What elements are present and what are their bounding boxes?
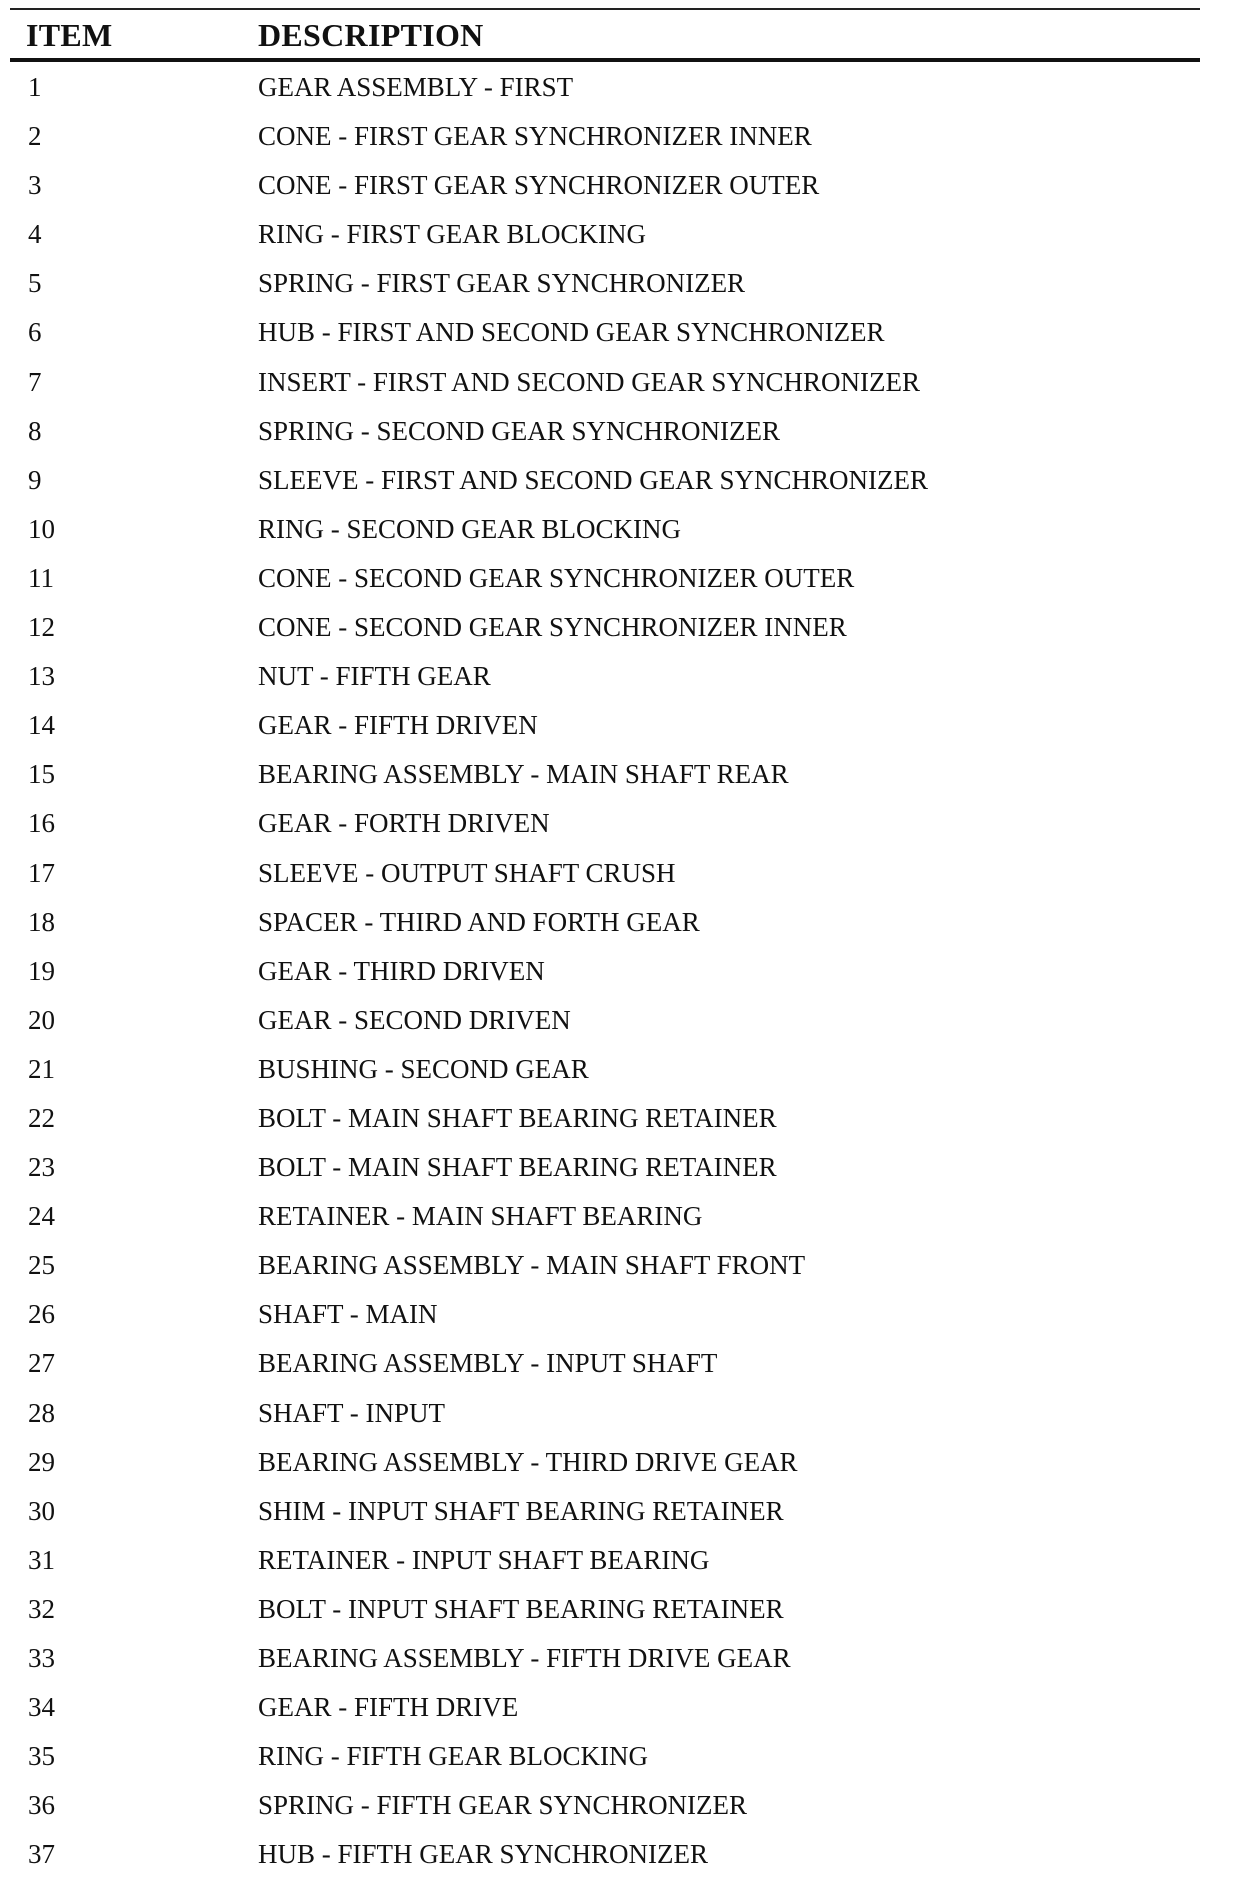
item-number: 10 (28, 513, 55, 544)
table-row (0, 259, 1248, 308)
table-row (0, 1830, 1248, 1879)
item-description: GEAR - THIRD DRIVEN (258, 955, 545, 986)
item-description: BEARING ASSEMBLY - MAIN SHAFT REAR (258, 759, 789, 790)
table-row (0, 1290, 1248, 1339)
table-row (0, 358, 1248, 407)
item-description: SPRING - FIFTH GEAR SYNCHRONIZER (258, 1790, 748, 1821)
table-row (0, 1487, 1248, 1536)
item-description: GEAR - FIFTH DRIVE (258, 1692, 519, 1723)
item-description: GEAR - FIFTH DRIVEN (258, 710, 538, 741)
item-description: HUB - FIRST AND SECOND GEAR SYNCHRONIZER (258, 317, 885, 348)
item-number: 32 (28, 1593, 55, 1624)
item-description: SPACER - THIRD AND FORTH GEAR (258, 906, 700, 937)
table-row (0, 456, 1248, 505)
table-row (0, 1389, 1248, 1438)
item-number: 9 (28, 464, 42, 495)
item-number: 22 (28, 1102, 55, 1133)
item-number: 7 (28, 366, 42, 397)
table-row (0, 1634, 1248, 1683)
table-row (0, 750, 1248, 799)
item-number: 29 (28, 1446, 55, 1477)
item-description: BEARING ASSEMBLY - MAIN SHAFT FRONT (258, 1250, 806, 1281)
item-number: 16 (28, 808, 55, 839)
item-number: 2 (28, 121, 42, 152)
table-row (0, 849, 1248, 898)
table-row (0, 554, 1248, 603)
item-description: RING - FIFTH GEAR BLOCKING (258, 1741, 648, 1772)
item-number: 27 (28, 1348, 55, 1379)
item-number: 30 (28, 1495, 55, 1526)
table-row (0, 1781, 1248, 1830)
header-rule (10, 58, 1200, 62)
item-description: RETAINER - MAIN SHAFT BEARING (258, 1201, 703, 1232)
item-number: 28 (28, 1397, 55, 1428)
table-row (0, 898, 1248, 947)
item-description: RING - FIRST GEAR BLOCKING (258, 219, 647, 250)
item-description: SPRING - FIRST GEAR SYNCHRONIZER (258, 268, 746, 299)
item-number: 1 (28, 72, 42, 102)
header-description: DESCRIPTION (258, 17, 484, 53)
item-description: SLEEVE - OUTPUT SHAFT CRUSH (258, 857, 676, 888)
item-number: 37 (28, 1839, 55, 1870)
item-number: 20 (28, 1004, 55, 1035)
item-description: GEAR - FORTH DRIVEN (258, 808, 550, 839)
item-description: SHIM - INPUT SHAFT BEARING RETAINER (258, 1495, 784, 1526)
item-number: 3 (28, 170, 42, 201)
item-number: 33 (28, 1643, 55, 1673)
table-row (0, 112, 1248, 161)
item-number: 4 (28, 219, 42, 250)
item-description: RETAINER - INPUT SHAFT BEARING (258, 1544, 710, 1575)
table-row (0, 1536, 1248, 1585)
table-row (0, 1683, 1248, 1732)
table-row (0, 947, 1248, 996)
header-item: ITEM (26, 17, 113, 53)
item-number: 14 (28, 710, 55, 741)
table-body (0, 63, 1248, 1879)
item-number: 8 (28, 415, 42, 446)
item-description: BEARING ASSEMBLY - FIFTH DRIVE GEAR (258, 1643, 791, 1673)
item-description: GEAR ASSEMBLY - FIRST (258, 72, 574, 102)
item-description: GEAR - SECOND DRIVEN (258, 1004, 571, 1035)
table-row (0, 1241, 1248, 1290)
item-description: NUT - FIFTH GEAR (258, 661, 491, 692)
item-description: HUB - FIFTH GEAR SYNCHRONIZER (258, 1839, 709, 1870)
item-number: 17 (28, 857, 55, 888)
table-row (0, 799, 1248, 848)
item-number: 19 (28, 955, 55, 986)
table-row (0, 1585, 1248, 1634)
item-number: 6 (28, 317, 42, 348)
item-number: 36 (28, 1790, 55, 1821)
table-row (0, 407, 1248, 456)
item-description: SHAFT - INPUT (258, 1397, 446, 1428)
item-number: 15 (28, 759, 55, 790)
item-number: 24 (28, 1201, 55, 1232)
table-row (0, 505, 1248, 554)
top-rule (10, 8, 1200, 10)
table-row (0, 1438, 1248, 1487)
item-description: CONE - SECOND GEAR SYNCHRONIZER OUTER (258, 562, 855, 593)
item-number: 13 (28, 661, 55, 692)
table-row (0, 161, 1248, 210)
item-description: RING - SECOND GEAR BLOCKING (258, 513, 681, 544)
item-description: SPRING - SECOND GEAR SYNCHRONIZER (258, 415, 781, 446)
item-number: 21 (28, 1053, 55, 1084)
item-description: INSERT - FIRST AND SECOND GEAR SYNCHRONIZER (258, 366, 920, 397)
table-row (0, 1045, 1248, 1094)
table-row (0, 1143, 1248, 1192)
item-description: BOLT - INPUT SHAFT BEARING RETAINER (258, 1593, 784, 1624)
item-number: 34 (28, 1692, 55, 1723)
table-row (0, 1339, 1248, 1388)
item-description: CONE - SECOND GEAR SYNCHRONIZER INNER (258, 612, 847, 643)
table-row (0, 603, 1248, 652)
item-number: 12 (28, 612, 55, 643)
item-number: 11 (28, 562, 54, 593)
item-description: SLEEVE - FIRST AND SECOND GEAR SYNCHRONIZER (258, 464, 929, 495)
table-row (0, 1094, 1248, 1143)
table-row (0, 63, 1248, 112)
item-description: BOLT - MAIN SHAFT BEARING RETAINER (258, 1102, 777, 1133)
item-number: 5 (28, 268, 42, 299)
table-row (0, 701, 1248, 750)
item-description: BEARING ASSEMBLY - INPUT SHAFT (258, 1348, 718, 1379)
item-number: 35 (28, 1741, 55, 1772)
table-row (0, 996, 1248, 1045)
item-number: 26 (28, 1299, 55, 1330)
table-row (0, 1192, 1248, 1241)
item-description: BEARING ASSEMBLY - THIRD DRIVE GEAR (258, 1446, 798, 1477)
item-description: CONE - FIRST GEAR SYNCHRONIZER INNER (258, 121, 812, 152)
item-number: 23 (28, 1152, 55, 1183)
table-row (0, 652, 1248, 701)
item-description: BUSHING - SECOND GEAR (258, 1053, 589, 1084)
table-row (0, 1732, 1248, 1781)
item-number: 31 (28, 1544, 55, 1575)
table-header (0, 14, 1248, 56)
table-row (0, 308, 1248, 357)
item-description: CONE - FIRST GEAR SYNCHRONIZER OUTER (258, 170, 820, 201)
item-number: 25 (28, 1250, 55, 1281)
item-description: SHAFT - MAIN (258, 1299, 438, 1330)
table-row (0, 210, 1248, 259)
item-number: 18 (28, 906, 55, 937)
item-description: BOLT - MAIN SHAFT BEARING RETAINER (258, 1152, 777, 1183)
